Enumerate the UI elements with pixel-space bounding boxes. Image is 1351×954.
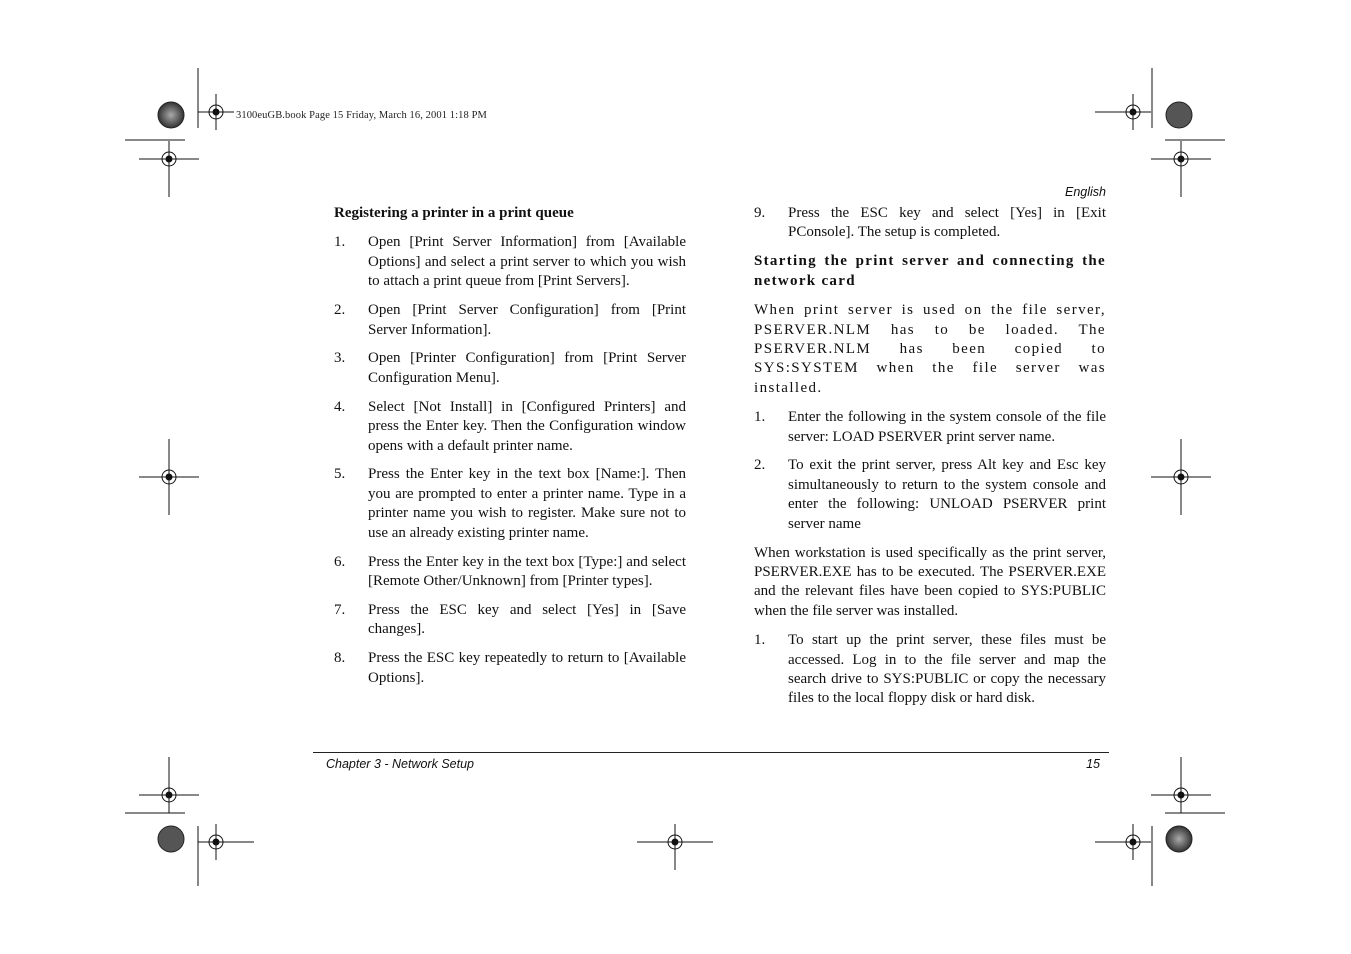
left-column <box>334 204 686 698</box>
list-item <box>754 408 1106 447</box>
print-slug: 3100euGB.book Page 15 Friday, March 16, 2001 1:18 PM <box>236 110 487 121</box>
step-number: 3. <box>334 350 346 367</box>
step-number: 9. <box>754 205 766 221</box>
step-text: Press the ESC key and select [Yes] in [Exit PConsole]. The setup is completed. <box>788 205 1106 241</box>
list-item <box>334 233 686 291</box>
step-number: 2. <box>754 457 766 474</box>
list-item <box>754 456 1106 534</box>
body-paragraph: When print server is used on the file server, PSERVER.NLM has to be loaded. The PSERVER.NLM has been copied to SYS:SYSTEM when the file server was installed. <box>754 302 1106 396</box>
step-number: 1. <box>754 632 766 649</box>
step-text: Press the ESC key and select [Yes] in [Save changes]. <box>368 601 686 638</box>
step-text: Enter the following in the system console of the file server: LOAD PSERVER print server name. <box>788 409 1106 445</box>
step-number: 4. <box>334 398 346 415</box>
right-column <box>754 204 1106 718</box>
body-paragraph: When workstation is used specifically as the print server, PSERVER.EXE has to be executed. The PSERVER.EXE and the relevant files have been copied to SYS:PUBLIC when the file server was installed. <box>754 544 1106 619</box>
list-item <box>754 204 1106 243</box>
step-text: Press the Enter key in the text box [Type:] and select [Remote Other/Unknown] from [Printer types]. <box>368 553 686 589</box>
step-number: 2. <box>334 302 346 319</box>
step-number: 7. <box>334 601 346 618</box>
page-number: 15 <box>1086 757 1100 771</box>
footer-rule <box>313 752 1109 753</box>
list-item <box>334 301 686 340</box>
section-heading: Starting the print server and connecting the network card <box>754 253 1106 289</box>
step-text: Open [Print Server Information] from [Available Options] and select a print server to which you wish to attach a print queue from [Print Servers]. <box>368 234 686 290</box>
step-text: Open [Print Server Configuration] from [Print Server Information]. <box>368 302 686 338</box>
running-header: English <box>1065 185 1106 199</box>
step-number: 1. <box>754 409 766 426</box>
section-heading: Registering a printer in a print queue <box>334 205 574 221</box>
list-item <box>754 631 1106 709</box>
step-number: 5. <box>334 466 346 483</box>
list-item <box>334 553 686 592</box>
step-text: To start up the print server, these files must be accessed. Log in to the file server and map the search drive to SYS:PUBLIC or copy the necessary files to the local floppy disk or hard disk. <box>788 632 1106 707</box>
step-number: 6. <box>334 553 346 570</box>
step-number: 8. <box>334 650 346 667</box>
step-text: Press the ESC key repeatedly to return to [Available Options]. <box>368 650 686 686</box>
list-item <box>334 465 686 543</box>
list-item <box>334 601 686 640</box>
step-number: 1. <box>334 234 346 251</box>
step-text: Select [Not Install] in [Configured Printers] and press the Enter key. Then the Configuration window opens with a default printer name. <box>368 398 686 454</box>
list-item <box>334 649 686 688</box>
list-item <box>334 398 686 456</box>
footer-chapter: Chapter 3 - Network Setup <box>326 757 474 771</box>
list-item <box>334 349 686 388</box>
step-text: Press the Enter key in the text box [Name:]. Then you are prompted to enter a printer name. Type in a printer name you wish to register. Make sure not to use an already existing printer name. <box>368 466 686 541</box>
step-text: To exit the print server, press Alt key and Esc key simultaneously to return to the system console and enter the following: UNLOAD PSERVER print server name <box>788 457 1106 532</box>
step-text: Open [Printer Configuration] from [Print Server Configuration Menu]. <box>368 350 686 386</box>
